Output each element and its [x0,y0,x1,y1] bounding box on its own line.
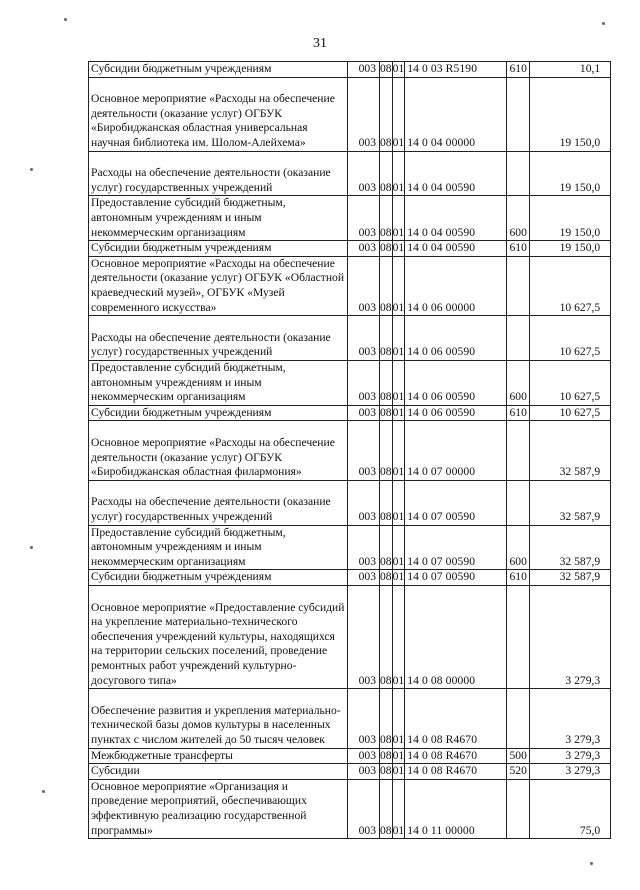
code-vid [507,689,530,748]
code-rz: 08 [380,764,393,780]
row-sum: 32 587,9 [530,421,611,480]
code-rz: 08 [380,256,393,315]
row-sum: 10,1 [530,62,611,78]
code-vid: 520 [507,764,530,780]
code-csr: 14 0 06 00000 [405,256,507,315]
code-vr: 003 [348,196,380,241]
code-rz: 08 [380,405,393,421]
row-sum: 3 279,3 [530,748,611,764]
code-pr: 01 [392,421,405,480]
table-row [89,241,611,257]
table-row [89,421,611,480]
row-sum: 3 279,3 [530,689,611,748]
table-row [89,525,611,570]
row-sum: 19 150,0 [530,77,611,151]
code-csr: 14 0 08 R4670 [405,764,507,780]
scan-speck [64,18,67,21]
table-row [89,689,611,748]
code-csr: 14 0 11 00000 [405,779,507,838]
row-sum: 19 150,0 [530,151,611,196]
code-vid: 600 [507,360,530,405]
code-csr: 14 0 07 00590 [405,570,507,586]
table-row [89,405,611,421]
row-name: Субсидии [89,764,348,780]
table-row [89,764,611,780]
row-sum: 10 627,5 [530,360,611,405]
code-vr: 003 [348,779,380,838]
code-rz: 08 [380,151,393,196]
code-vr: 003 [348,316,380,361]
row-sum: 75,0 [530,779,611,838]
code-csr: 14 0 04 00590 [405,151,507,196]
table-row [89,196,611,241]
code-csr: 14 0 08 R4670 [405,748,507,764]
code-pr: 01 [392,151,405,196]
code-rz: 08 [380,480,393,525]
row-name: Субсидии бюджетным учреждениям [89,570,348,586]
scan-speck [42,790,45,793]
code-csr: 14 0 08 R4670 [405,689,507,748]
row-name: Субсидии бюджетным учреждениям [89,241,348,257]
scan-speck [590,862,593,865]
code-rz: 08 [380,525,393,570]
code-vid [507,421,530,480]
code-rz: 08 [380,421,393,480]
code-rz: 08 [380,779,393,838]
code-rz: 08 [380,196,393,241]
code-rz: 08 [380,570,393,586]
code-vid: 600 [507,525,530,570]
code-pr: 01 [392,585,405,688]
table-row [89,360,611,405]
code-rz: 08 [380,689,393,748]
budget-table-body [89,62,611,839]
code-pr: 01 [392,779,405,838]
row-name: Основное мероприятие «Расходы на обеспечение деятельности (оказание услуг) ОГБУК «Биробиджанская областная филармония» [89,421,348,480]
row-name: Основное мероприятие «Расходы на обеспечение деятельности (оказание услуг) ОГБУК «Областной краеведческий музей», ОГБУК «Музей современного искусства» [89,256,348,315]
table-row [89,748,611,764]
code-pr: 01 [392,316,405,361]
row-name: Субсидии бюджетным учреждениям [89,62,348,78]
code-csr: 14 0 06 00590 [405,360,507,405]
code-rz: 08 [380,241,393,257]
code-vid: 610 [507,570,530,586]
page-number: 31 [313,36,327,51]
code-csr: 14 0 07 00000 [405,421,507,480]
row-sum: 32 587,9 [530,570,611,586]
code-vid: 610 [507,405,530,421]
row-sum: 19 150,0 [530,196,611,241]
code-pr: 01 [392,360,405,405]
code-vr: 003 [348,421,380,480]
row-name: Предоставление субсидий бюджетным, автономным учреждениям и иным некоммерческим организациям [89,360,348,405]
scan-speck [602,22,605,25]
code-vid [507,316,530,361]
code-vr: 003 [348,570,380,586]
code-vid [507,77,530,151]
code-vr: 003 [348,405,380,421]
code-vid [507,480,530,525]
row-name: Предоставление субсидий бюджетным, автономным учреждениям и иным некоммерческим организациям [89,196,348,241]
code-vr: 003 [348,256,380,315]
row-name: Основное мероприятие «Предоставление субсидий на укрепление материально-технического обеспечения учреждений культуры, находящихся на территории сельских поселений, проведение ремонтных работ учреждений культурно-досугового типа» [89,585,348,688]
code-csr: 14 0 04 00590 [405,196,507,241]
code-vid [507,256,530,315]
row-name: Межбюджетные трансферты [89,748,348,764]
table-row [89,316,611,361]
scan-speck [30,168,33,171]
code-pr: 01 [392,77,405,151]
row-name: Предоставление субсидий бюджетным, автономным учреждениям и иным некоммерческим организациям [89,525,348,570]
code-pr: 01 [392,748,405,764]
row-sum: 10 627,5 [530,405,611,421]
code-csr: 14 0 06 00590 [405,405,507,421]
row-sum: 32 587,9 [530,480,611,525]
budget-table [88,61,611,839]
code-vr: 003 [348,480,380,525]
code-csr: 14 0 03 R5190 [405,62,507,78]
table-row [89,585,611,688]
code-vid: 600 [507,196,530,241]
code-rz: 08 [380,62,393,78]
code-vid: 500 [507,748,530,764]
code-rz: 08 [380,360,393,405]
code-csr: 14 0 06 00590 [405,316,507,361]
table-row [89,77,611,151]
table-row [89,62,611,78]
row-name: Основное мероприятие «Организация и проведение мероприятий, обеспечивающих эффективную реализацию государственной программы» [89,779,348,838]
code-csr: 14 0 08 00000 [405,585,507,688]
row-name: Основное мероприятие «Расходы на обеспечение деятельности (оказание услуг) ОГБУК «Биробиджанская областная универсальная научная библиотека им. Шолом-Алейхема» [89,77,348,151]
code-pr: 01 [392,764,405,780]
code-csr: 14 0 07 00590 [405,480,507,525]
table-row [89,779,611,838]
row-name: Расходы на обеспечение деятельности (оказание услуг) государственных учреждений [89,151,348,196]
code-vr: 003 [348,585,380,688]
table-row [89,570,611,586]
row-name: Расходы на обеспечение деятельности (оказание услуг) государственных учреждений [89,316,348,361]
row-sum: 19 150,0 [530,241,611,257]
code-rz: 08 [380,585,393,688]
code-pr: 01 [392,241,405,257]
code-vr: 003 [348,525,380,570]
code-csr: 14 0 07 00590 [405,525,507,570]
table-row [89,151,611,196]
code-vr: 003 [348,62,380,78]
code-pr: 01 [392,689,405,748]
row-name: Субсидии бюджетным учреждениям [89,405,348,421]
scan-speck [30,546,33,549]
code-vid [507,151,530,196]
row-name: Расходы на обеспечение деятельности (оказание услуг) государственных учреждений [89,480,348,525]
code-vr: 003 [348,360,380,405]
code-vr: 003 [348,151,380,196]
code-pr: 01 [392,405,405,421]
code-pr: 01 [392,525,405,570]
code-vr: 003 [348,241,380,257]
table-row [89,480,611,525]
code-vid [507,585,530,688]
row-sum: 10 627,5 [530,256,611,315]
code-rz: 08 [380,748,393,764]
code-pr: 01 [392,256,405,315]
code-pr: 01 [392,196,405,241]
code-vid: 610 [507,62,530,78]
code-vr: 003 [348,764,380,780]
code-csr: 14 0 04 00590 [405,241,507,257]
code-rz: 08 [380,316,393,361]
code-csr: 14 0 04 00000 [405,77,507,151]
row-sum: 3 279,3 [530,585,611,688]
code-pr: 01 [392,480,405,525]
code-vr: 003 [348,77,380,151]
row-name: Обеспечение развития и укрепления материально-технической базы домов культуры в населенных пунктах с числом жителей до 50 тысяч человек [89,689,348,748]
code-vr: 003 [348,748,380,764]
table-row [89,256,611,315]
code-pr: 01 [392,62,405,78]
row-sum: 32 587,9 [530,525,611,570]
code-vid [507,779,530,838]
row-sum: 10 627,5 [530,316,611,361]
code-pr: 01 [392,570,405,586]
code-rz: 08 [380,77,393,151]
row-sum: 3 279,3 [530,764,611,780]
code-vid: 610 [507,241,530,257]
code-vr: 003 [348,689,380,748]
